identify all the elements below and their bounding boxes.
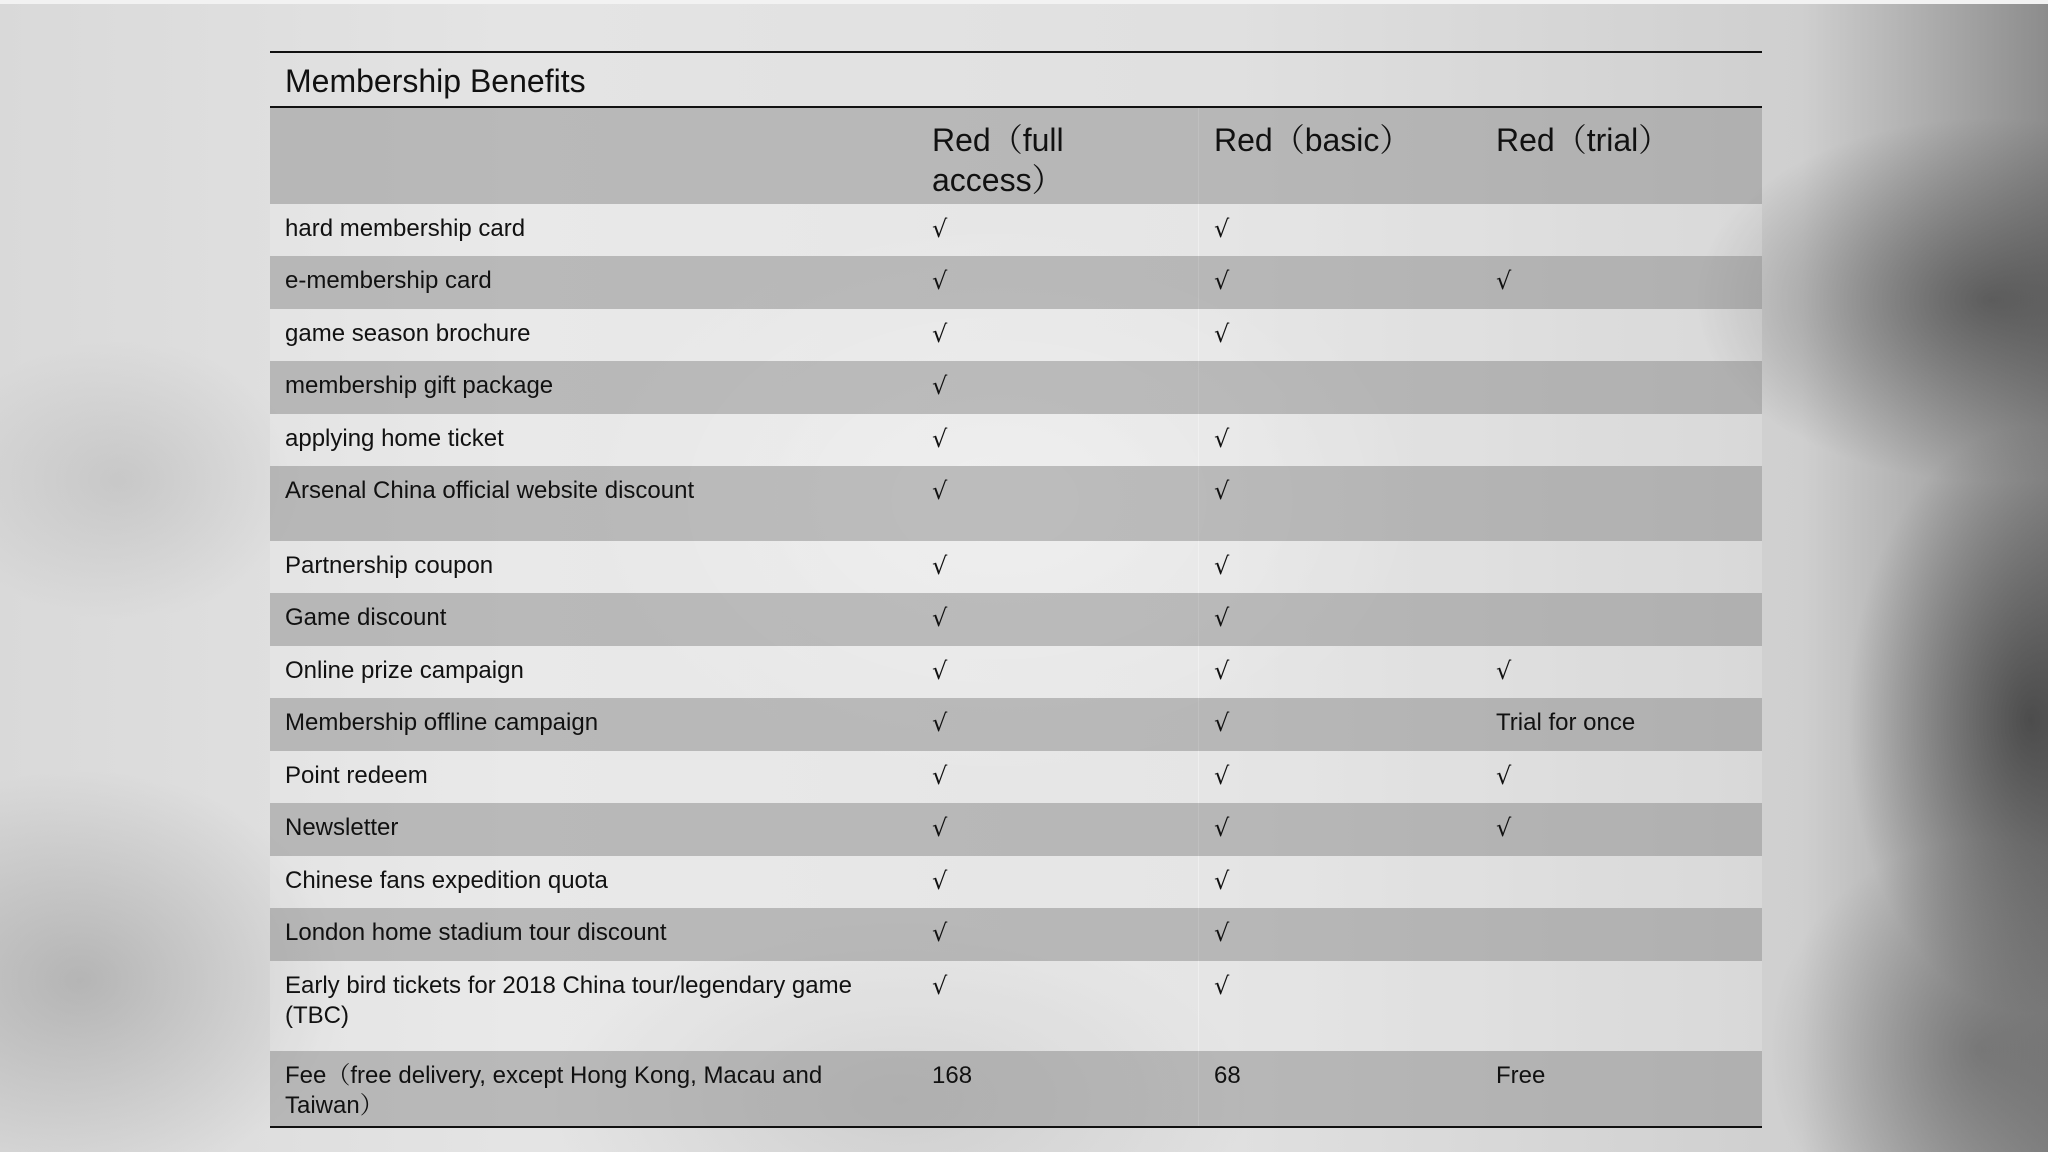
full-access-value: √ [917,908,1199,961]
table-title: Membership Benefits [270,53,1762,108]
table-row [270,541,1762,593]
benefit-name: e-membership card [285,267,492,294]
full-access-value: √ [917,751,1199,803]
basic-value: √ [1214,972,1230,1000]
membership-benefits-table [270,51,1762,1128]
table-row [270,908,1762,961]
benefit-name: Membership offline campaign [285,709,599,736]
benefit-name: game season brochure [285,320,531,347]
trial-value: √ [1496,814,1512,842]
table-row [270,256,1762,309]
benefit-name: membership gift package [285,372,554,399]
full-access-value: √ [917,466,1199,541]
benefit-name: Point redeem [285,762,428,789]
basic-value: √ [1214,867,1230,895]
fee-row [270,1051,1762,1126]
basic-value: √ [1214,762,1230,790]
fee-label: Fee（free delivery, except Hong Kong, Macau and Taiwan） [285,1062,823,1119]
basic-value: √ [1214,477,1230,505]
full-access-value: √ [917,593,1199,646]
table-row [270,204,1762,256]
trial-value [1481,908,1762,961]
table-row [270,361,1762,414]
trial-value [1481,204,1762,256]
full-access-value: √ [917,803,1199,856]
basic-value: √ [1214,604,1230,632]
trial-fee: Free [1496,1062,1546,1089]
trial-value: √ [1496,657,1512,685]
full-access-value: √ [917,856,1199,908]
benefit-name: hard membership card [285,215,526,242]
trial-value [1481,361,1762,414]
trial-value [1481,541,1762,593]
trial-value [1481,414,1762,466]
basic-value: √ [1214,267,1230,295]
benefit-name: Early bird tickets for 2018 China tour/legendary game (TBC) [285,972,852,1029]
basic-value: √ [1214,919,1230,947]
basic-value: √ [1214,814,1230,842]
basic-value: √ [1214,657,1230,685]
full-access-value: √ [917,646,1199,698]
full-access-fee: 168 [917,1051,1199,1126]
table-row [270,466,1762,541]
table-row [270,803,1762,856]
table-row [270,593,1762,646]
full-access-value: √ [917,414,1199,466]
benefit-name: London home stadium tour discount [285,919,667,946]
full-access-value: √ [917,961,1199,1051]
table-row [270,414,1762,466]
benefit-name: Game discount [285,604,447,631]
full-access-value: √ [917,204,1199,256]
table-row [270,309,1762,361]
table-row [270,698,1762,751]
trial-value [1481,309,1762,361]
basic-value: √ [1214,215,1230,243]
basic-value: √ [1214,320,1230,348]
full-access-value: √ [917,541,1199,593]
table-row [270,856,1762,908]
trial-value [1481,856,1762,908]
table-row [270,751,1762,803]
basic-value: √ [1214,709,1230,737]
benefit-name: applying home ticket [285,425,504,452]
basic-value [1199,361,1481,414]
benefit-name: Partnership coupon [285,552,494,579]
table-row [270,646,1762,698]
basic-fee: 68 [1214,1062,1241,1089]
header-trial-column: Red（trial） [1496,122,1671,158]
full-access-value: √ [917,256,1199,309]
trial-value [1481,466,1762,541]
benefit-name: Online prize campaign [285,657,524,684]
full-access-value: √ [917,698,1199,751]
header-basic-column: Red（basic） [1214,122,1412,158]
basic-value: √ [1214,425,1230,453]
table-row [270,961,1762,1051]
basic-value: √ [1214,552,1230,580]
benefit-name: Chinese fans expedition quota [285,867,608,894]
full-access-value: √ [917,309,1199,361]
trial-value: Trial for once [1496,709,1636,736]
header-benefit-column [270,108,917,204]
trial-value [1481,961,1762,1051]
table-header-row [270,108,1762,204]
top-edge-line [0,0,2048,4]
header-full-access-column: Red（full access） [917,108,1199,204]
benefit-name: Newsletter [285,814,399,841]
full-access-value: √ [917,361,1199,414]
trial-value [1481,593,1762,646]
trial-value: √ [1496,762,1512,790]
trial-value: √ [1496,267,1512,295]
benefit-name: Arsenal China official website discount [285,477,695,504]
